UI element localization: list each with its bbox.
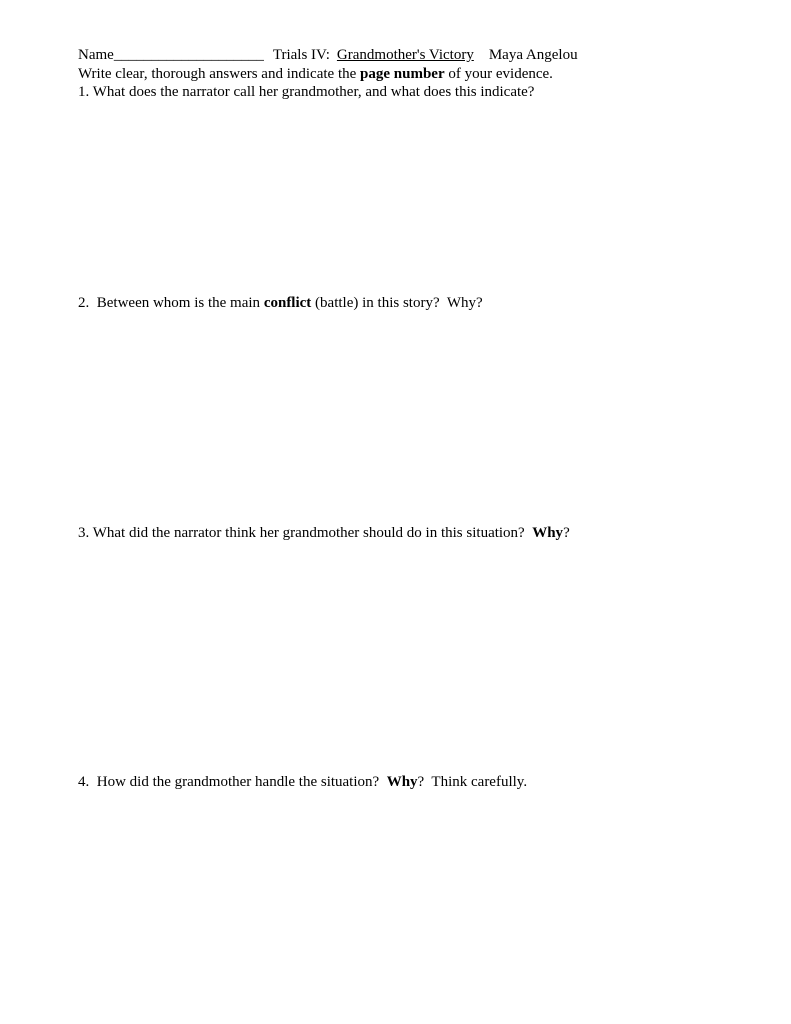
instructions-text-end: of your evidence. [444,66,553,82]
question-emphasis: Why [386,774,418,790]
name-blank: ____________________ [113,47,264,63]
name-label: Name [78,47,114,63]
question-text: What did the narrator think her grandmother should do in this situation? [89,525,533,541]
instructions-text-start: Write clear, thorough answers and indicate the [78,66,361,82]
question-text-end: ? [563,525,570,541]
assignment-label: Trials IV: [272,47,330,63]
question-number: 1. [78,84,90,100]
instructions-emphasis: page number [360,66,445,82]
question-text: How did the grandmother handle the situation? [89,774,387,790]
question-text: What does the narrator call her grandmother, and what does this indicate? [89,84,535,100]
question-1 [78,83,534,101]
question-number: 4. [78,774,90,790]
question-number: 3. [78,525,90,541]
instructions [78,65,553,83]
author-name: Maya Angelou [488,47,578,63]
question-text-end: ? Think carefully. [417,774,528,790]
question-text: Between whom is the main [89,295,264,311]
story-title: Grandmother's Victory [336,47,474,63]
question-text-end: (battle) in this story? Why? [311,295,483,311]
question-3 [78,524,570,542]
question-2 [78,294,483,312]
question-4 [78,773,527,791]
header-line [78,46,578,64]
question-emphasis: conflict [263,295,312,311]
question-emphasis: Why [532,525,564,541]
question-number: 2. [78,295,90,311]
